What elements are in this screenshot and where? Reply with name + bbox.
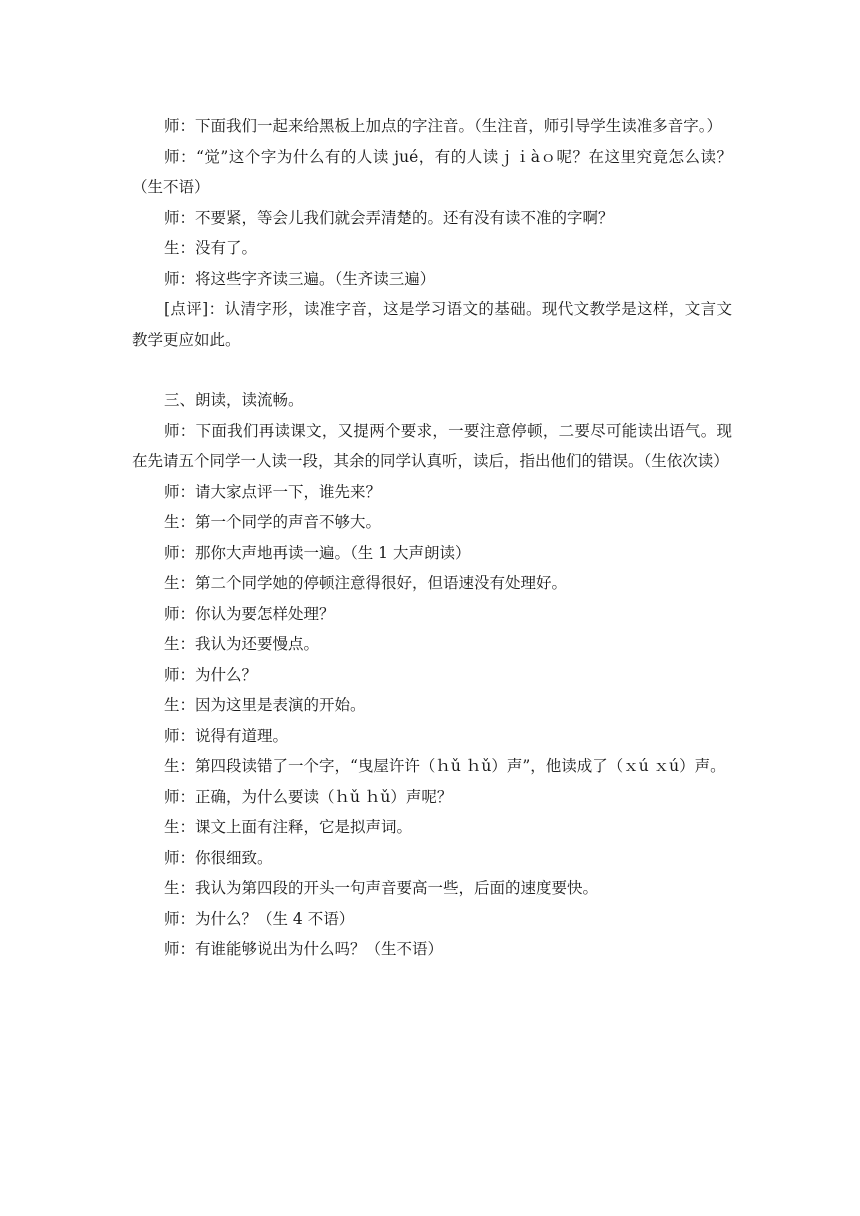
paragraph-5: 师：将这些字齐读三遍。（生齐读三遍） [164, 269, 436, 288]
paragraph-13: 师：你认为要怎样处理？ [164, 604, 335, 623]
document-body [132, 111, 732, 965]
paragraph-21: 师：你很细致。 [164, 848, 273, 867]
paragraph-3: 师：不要紧，等会儿我们就会弄清楚的。还有没有读不准的字啊？ [164, 208, 614, 227]
paragraph-9: 师：请大家点评一下，谁先来？ [164, 482, 382, 501]
paragraph-22: 生：我认为第四段的开头一句声音要高一些，后面的速度要快。 [164, 879, 599, 897]
paragraph-4: 生：没有了。 [164, 239, 258, 257]
paragraph-19: 师：正确，为什么要读（ｈǔ ｈǔ）声呢？ [164, 787, 453, 806]
paragraph-12: 生：第二个同学她的停顿注意得很好，但语速没有处理好。 [164, 574, 568, 592]
paragraph-23: 师：为什么？（生 4 不语） [164, 909, 355, 928]
paragraph-18: 生：第四段读错了一个字，“曳屋许许（ｈǔ ｈǔ）声”，他读成了（ｘú ｘú）声。 [164, 757, 726, 775]
paragraph-17: 师：说得有道理。 [164, 726, 289, 745]
paragraph-24: 师：有谁能够说出为什么吗？（生不语） [164, 940, 444, 958]
paragraph-16: 生：因为这里是表演的开始。 [164, 696, 366, 714]
paragraph-20: 生：课文上面有注释，它是拟声词。 [164, 818, 413, 836]
paragraph-10: 生：第一个同学的声音不够大。 [164, 513, 382, 531]
paragraph-8: 师：下面我们再读课文，又提两个要求，一要注意停顿，二要尽可能读出语气。现在先请五个同学一人读一段，其余的同学认真听，读后，指出他们的错误。（生依次读） [132, 421, 732, 470]
commentary-paragraph: [点评]：认清字形，读准字音，这是学习语文的基础。现代文教学是这样，文言文教学更应如此。 [132, 300, 732, 349]
paragraph-15: 师：为什么？ [164, 665, 258, 684]
section-heading: 三、朗读，读流畅。 [164, 391, 304, 409]
paragraph-2: 师：“觉”这个字为什么有的人读 jué，有的人读ｊｉàｏ呢？在这里究竟怎么读？（生不语） [132, 147, 732, 196]
blank-line [132, 355, 732, 385]
paragraph-14: 生：我认为还要慢点。 [164, 635, 320, 653]
paragraph-1: 师：下面我们一起来给黑板上加点的字注音。（生注音，师引导学生读准多音字。） [164, 117, 723, 135]
paragraph-11: 师：那你大声地再读一遍。（生 1 大声朗读） [164, 543, 471, 562]
